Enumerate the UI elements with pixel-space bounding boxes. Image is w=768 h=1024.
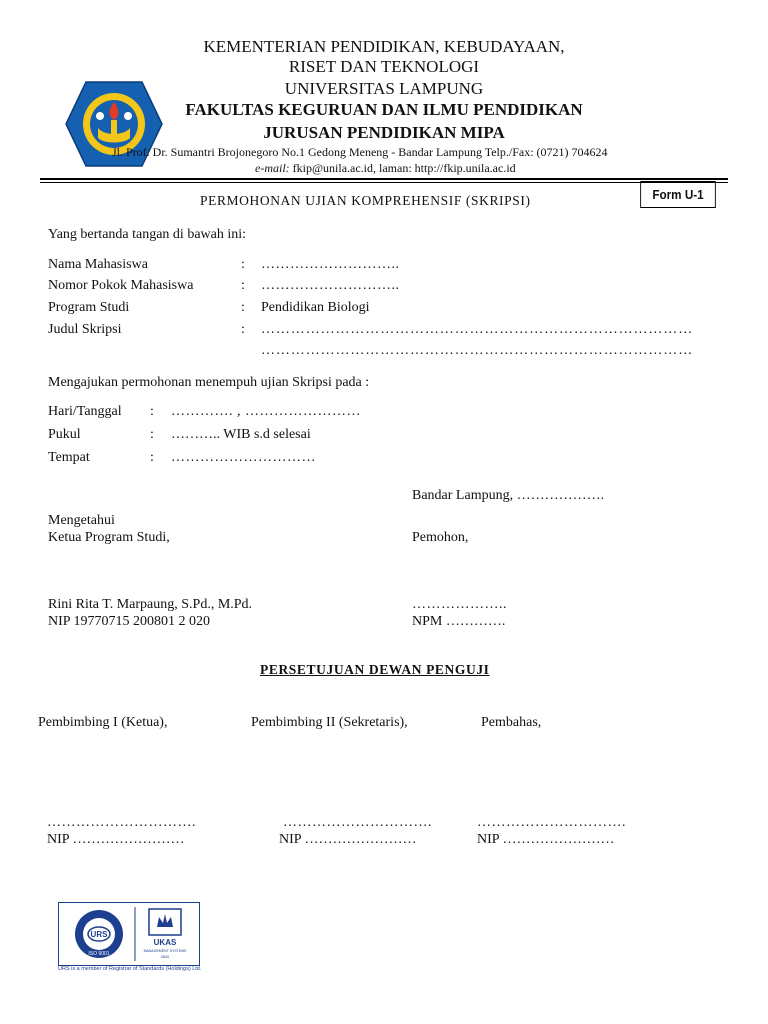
tempat-label: Tempat xyxy=(48,450,90,465)
intro-text: Yang bertanda tangan di bawah ini: xyxy=(48,227,247,242)
department-name: JURUSAN PENDIDIKAN MIPA xyxy=(263,123,505,142)
header-rule-thin xyxy=(40,182,728,183)
pembimbing-1-label: Pembimbing I (Ketua), xyxy=(38,715,168,730)
hari-label: Hari/Tanggal xyxy=(48,404,122,419)
colon: : xyxy=(150,404,154,419)
form-code-box xyxy=(640,181,716,208)
urs-ukas-logo xyxy=(59,903,199,965)
nip-3: NIP …………………… xyxy=(477,832,615,847)
colon: : xyxy=(241,278,245,293)
pukul-label: Pukul xyxy=(48,427,81,442)
pemohon-name-dots: ……………….. xyxy=(412,597,507,612)
kaprodi-title: Ketua Program Studi, xyxy=(48,530,170,545)
form-title: PERMOHONAN UJIAN KOMPREHENSIF (SKRIPSI) xyxy=(200,193,531,208)
email-value: fkip@unila.ac.id, laman: http://fkip.unila.ac.id xyxy=(289,161,516,175)
colon: : xyxy=(150,450,154,465)
ministry-line-1: KEMENTERIAN PENDIDIKAN, KEBUDAYAAN, xyxy=(203,37,565,56)
urs-member-note: URS is a member of Registrar of Standards (Holdings) Ltd. xyxy=(58,966,202,972)
npm-value: ……………………….. xyxy=(261,278,400,293)
email-line xyxy=(255,161,516,176)
prodi-value: Pendidikan Biologi xyxy=(261,300,370,315)
pembahas-label: Pembahas, xyxy=(481,715,542,730)
nip-2: NIP …………………… xyxy=(279,832,417,847)
kaprodi-nip: NIP 19770715 200801 2 020 xyxy=(48,614,211,629)
signature-dots-1: …………………………. xyxy=(47,815,196,830)
hari-value: …………. , …………………… xyxy=(171,404,361,419)
pembimbing-2-label: Pembimbing II (Sekretaris), xyxy=(251,715,408,730)
colon: : xyxy=(241,300,245,315)
colon: : xyxy=(241,257,245,272)
nama-value: ……………………….. xyxy=(261,257,400,272)
form-code: Form U-1 xyxy=(652,187,704,202)
approval-title: PERSETUJUAN DEWAN PENGUJI xyxy=(260,662,490,677)
mengetahui-label: Mengetahui xyxy=(48,513,115,528)
ukas-sub-text: MANAGEMENT SYSTEMS xyxy=(143,949,187,953)
judul-value-1: …………………………………………………………………………… xyxy=(261,322,694,337)
email-label: e-mail: xyxy=(255,161,290,175)
faculty-name: FAKULTAS KEGURUAN DAN ILMU PENDIDIKAN xyxy=(185,100,583,119)
ministry-line-2: RISET DAN TEKNOLOGI xyxy=(288,57,480,76)
certification-logos xyxy=(58,902,200,966)
signature-dots-3: …………………………. xyxy=(477,815,626,830)
iso-text: ISO 9001 xyxy=(88,951,110,957)
nip-1: NIP …………………… xyxy=(47,832,185,847)
npm-label: Nomor Pokok Mahasiswa xyxy=(48,278,194,293)
pemohon-title: Pemohon, xyxy=(412,530,469,545)
colon: : xyxy=(150,427,154,442)
ukas-number: 0843 xyxy=(161,955,169,959)
address-line: Jl. Prof. Dr. Sumantri Brojonegoro No.1 Gedong Meneng - Bandar Lampung Telp./Fax: (0721) 704624 xyxy=(112,145,608,159)
ukas-text: UKAS xyxy=(153,938,177,947)
colon: : xyxy=(241,322,245,337)
judul-label: Judul Skripsi xyxy=(48,322,122,337)
pukul-value: ……….. WIB s.d selesai xyxy=(171,427,311,442)
urs-text: URS xyxy=(90,930,108,939)
request-text: Mengajukan permohonan menempuh ujian Skripsi pada : xyxy=(48,375,370,390)
pemohon-npm: NPM …………. xyxy=(412,614,506,629)
prodi-label: Program Studi xyxy=(48,300,130,315)
header-rule-thick xyxy=(40,178,728,180)
place-date: Bandar Lampung, ………………. xyxy=(412,488,605,503)
university-name: UNIVERSITAS LAMPUNG xyxy=(284,79,484,98)
nama-label: Nama Mahasiswa xyxy=(48,257,148,272)
judul-value-2: …………………………………………………………………………… xyxy=(261,343,694,358)
kaprodi-name: Rini Rita T. Marpaung, S.Pd., M.Pd. xyxy=(48,597,253,612)
signature-dots-2: …………………………. xyxy=(283,815,432,830)
tempat-value: ………………………… xyxy=(171,450,316,465)
